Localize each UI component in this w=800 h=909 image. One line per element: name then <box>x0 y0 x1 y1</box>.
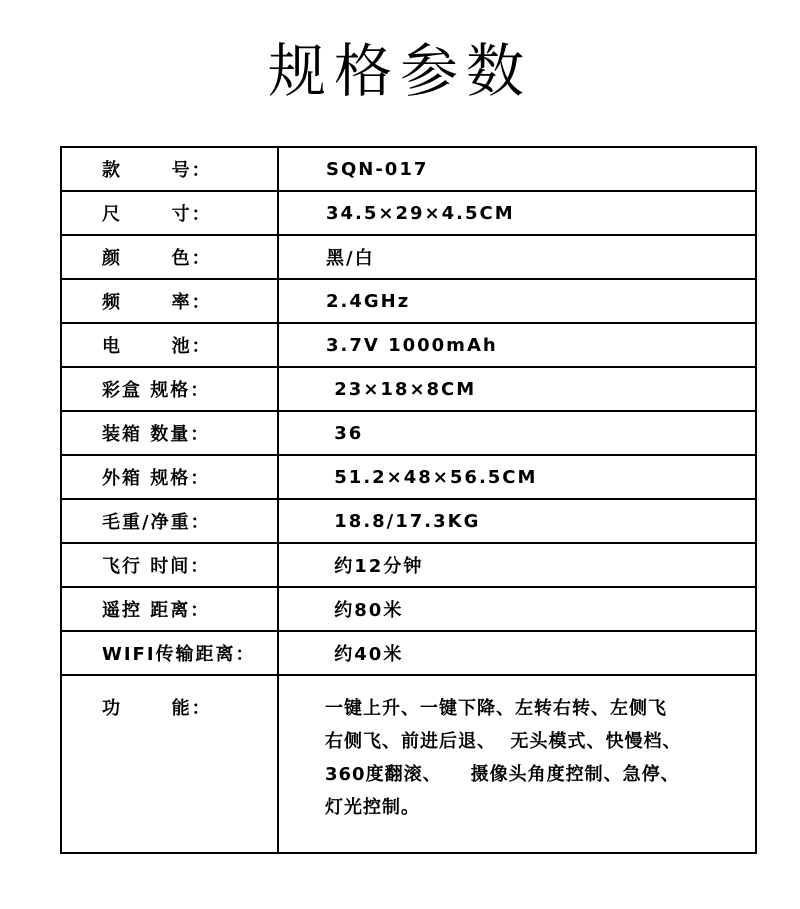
spec-label: WIFI传输距离： <box>61 631 278 675</box>
functions-line: 右侧飞、前进后退、 无头模式、快慢档、 <box>325 731 682 752</box>
spec-row-packing-qty <box>61 411 756 455</box>
spec-row-functions <box>61 675 756 853</box>
spec-row-flight-time <box>61 543 756 587</box>
spec-label: 遥控 距离： <box>61 587 278 631</box>
spec-label: 彩盒 规格： <box>61 367 278 411</box>
spec-value: 36 <box>278 411 756 455</box>
functions-line: 360度翻滚、 摄像头角度控制、急停、 <box>325 764 680 785</box>
spec-label: 外箱 规格： <box>61 455 278 499</box>
spec-table <box>60 146 757 854</box>
functions-line: 灯光控制。 <box>325 797 420 818</box>
spec-label: 款 号： <box>61 147 278 191</box>
spec-value: SQN-017 <box>278 147 756 191</box>
spec-row-weight <box>61 499 756 543</box>
spec-value: 约40米 <box>278 631 756 675</box>
spec-label: 尺 寸： <box>61 191 278 235</box>
spec-row-size <box>61 191 756 235</box>
spec-value: 23×18×8CM <box>278 367 756 411</box>
spec-row-carton-size <box>61 455 756 499</box>
spec-row-color <box>61 235 756 279</box>
spec-value: 3.7V 1000mAh <box>278 323 756 367</box>
spec-value: 18.8/17.3KG <box>278 499 756 543</box>
spec-row-battery <box>61 323 756 367</box>
spec-row-frequency <box>61 279 756 323</box>
functions-text <box>278 675 756 853</box>
spec-label: 颜 色： <box>61 235 278 279</box>
spec-label: 装箱 数量： <box>61 411 278 455</box>
spec-row-wifi-distance <box>61 631 756 675</box>
spec-value: 黑/白 <box>278 235 756 279</box>
spec-row-remote-distance <box>61 587 756 631</box>
spec-row-color-box <box>61 367 756 411</box>
spec-label: 电 池： <box>61 323 278 367</box>
spec-value: 51.2×48×56.5CM <box>278 455 756 499</box>
spec-value: 2.4GHz <box>278 279 756 323</box>
page-title: 规格参数 <box>267 37 532 105</box>
functions-line: 一键上升、一键下降、左转右转、左侧飞 <box>325 698 667 719</box>
spec-value: 约12分钟 <box>278 543 756 587</box>
spec-value: 34.5×29×4.5CM <box>278 191 756 235</box>
spec-label: 毛重/净重： <box>61 499 278 543</box>
spec-value: 约80米 <box>278 587 756 631</box>
spec-label: 飞行 时间： <box>61 543 278 587</box>
spec-label: 频 率： <box>61 279 278 323</box>
spec-row-model <box>61 147 756 191</box>
spec-label: 功 能： <box>61 675 278 853</box>
